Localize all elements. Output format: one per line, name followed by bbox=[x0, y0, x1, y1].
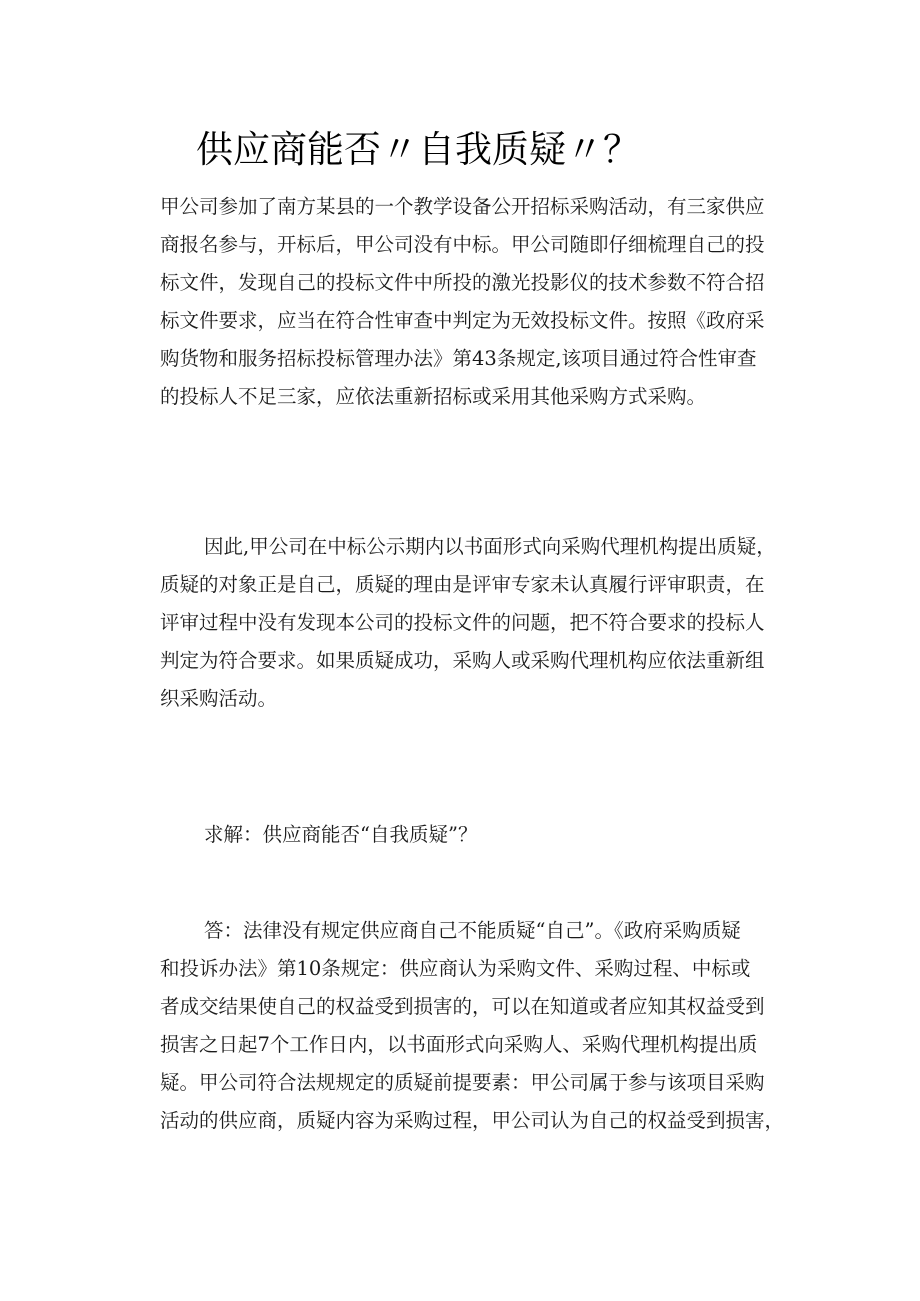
paragraph-line: 疑。甲公司符合法规规定的质疑前提要素：甲公司属于参与该项目采购 bbox=[160, 1071, 765, 1094]
paragraph-line: 质疑的对象正是自己，质疑的理由是评审专家未认真履行评审职责，在 bbox=[160, 573, 765, 596]
paragraph-line: 购货物和服务招标投标管理办法》第43条规定,该项目通过符合性审查 bbox=[160, 347, 757, 370]
paragraph-line: 损害之日起7个工作日内，以书面形式向采购人、采购代理机构提出质 bbox=[160, 1033, 758, 1056]
paragraph-line: 评审过程中没有发现本公司的投标文件的问题，把不符合要求的投标人 bbox=[160, 611, 765, 634]
paragraph-line: 的投标人不足三家，应依法重新招标或采用其他采购方式采购。 bbox=[160, 385, 707, 408]
paragraph-answer bbox=[160, 912, 788, 1140]
paragraph-line: 答：法律没有规定供应商自己不能质疑“自己”。《政府采购质疑 bbox=[204, 919, 741, 942]
paragraph-background bbox=[160, 188, 788, 416]
paragraph-line: 标文件，发现自己的投标文件中所投的激光投影仪的技术参数不符合招 bbox=[160, 271, 765, 294]
paragraph-line: 判定为符合要求。如果质疑成功，采购人或采购代理机构应依法重新组 bbox=[160, 649, 765, 672]
paragraph-self-challenge bbox=[160, 528, 788, 718]
document-title: 供应商能否〃自我质疑〃？ bbox=[196, 128, 640, 171]
paragraph-line: 求解：供应商能否“自我质疑”？ bbox=[204, 823, 478, 846]
paragraph-line: 者成交结果使自己的权益受到损害的，可以在知道或者应知其权益受到 bbox=[160, 995, 765, 1018]
paragraph-line: 甲公司参加了南方某县的一个教学设备公开招标采购活动，有三家供应 bbox=[160, 195, 765, 218]
paragraph-line: 活动的供应商，质疑内容为采购过程，甲公司认为自己的权益受到损害， bbox=[160, 1109, 785, 1132]
paragraph-question bbox=[160, 816, 788, 854]
paragraph-line: 因此,甲公司在中标公示期内以书面形式向采购代理机构提出质疑， bbox=[204, 535, 776, 558]
paragraph-line: 商报名参与，开标后，甲公司没有中标。甲公司随即仔细梳理自己的投 bbox=[160, 233, 765, 256]
paragraph-line: 织采购活动。 bbox=[160, 687, 278, 710]
paragraph-line: 和投诉办法》第10条规定：供应商认为采购文件、采购过程、中标或 bbox=[160, 957, 751, 980]
paragraph-line: 标文件要求，应当在符合性审查中判定为无效投标文件。按照《政府采 bbox=[160, 309, 765, 332]
